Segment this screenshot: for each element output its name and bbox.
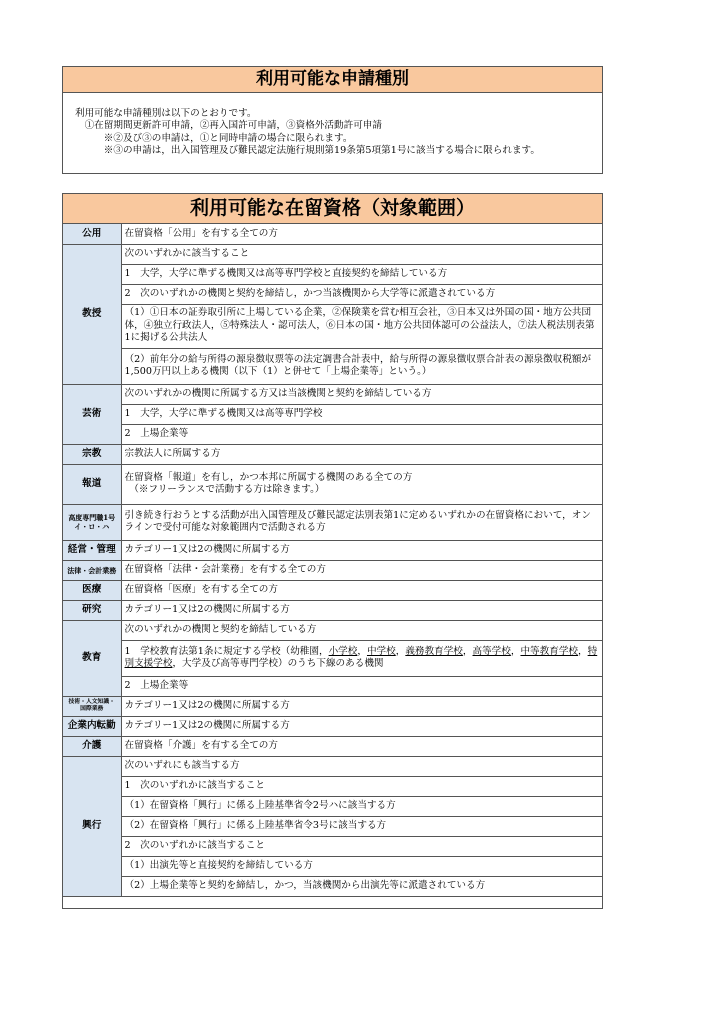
intro-line: 利用可能な申請種別は以下のとおりです。: [75, 108, 257, 119]
table-row: [63, 504, 602, 540]
category-cell: 教授: [63, 244, 121, 384]
category-cell: 公用: [63, 224, 121, 244]
condition-cell: 2 次のいずれかの機関と契約を締結し，かつ当該機関から大学等に派遣されている方: [121, 284, 602, 304]
condition-cell: [121, 640, 602, 676]
condition-cell: 引き続き行おうとする活動が出入国管理及び難民認定法別表第1に定めるいずれかの在留資格において，オンラインで受付可能な対象範囲内で活動される方: [121, 504, 602, 540]
table-row: [63, 836, 602, 856]
table-row: [63, 776, 602, 796]
category-cell: 高度専門職1号 イ・ロ・ハ: [63, 504, 121, 540]
table-row: [63, 404, 602, 424]
table-row: [63, 640, 602, 676]
category-cell: 教育: [63, 620, 121, 696]
condition-cell: 次のいずれかの機関と契約を締結している方: [121, 620, 602, 640]
table-row: [63, 696, 602, 716]
table-row: [63, 384, 602, 404]
underlined-school: 中等教育学校: [520, 645, 579, 657]
table-row: [63, 796, 602, 816]
text-part: ，: [510, 645, 521, 657]
condition-cell: 2 上場企業等: [121, 424, 602, 444]
text-part: ，: [357, 645, 367, 657]
condition-cell: 次のいずれかに該当すること: [121, 244, 602, 264]
category-cell: 経営・管理: [63, 540, 121, 560]
table-row: [63, 756, 602, 776]
condition-cell: カテゴリー1又は2の機関に所属する方: [121, 696, 602, 716]
residence-status-table: [63, 224, 602, 897]
table-row: [63, 600, 602, 620]
table-row: [63, 560, 602, 580]
condition-cell: 在留資格「公用」を有する全ての方: [121, 224, 602, 244]
table-row: [63, 716, 602, 736]
condition-cell: 次のいずれにも該当する方: [121, 756, 602, 776]
category-cell: 法律・会計業務: [63, 560, 121, 580]
table-row: [63, 580, 602, 600]
condition-cell: （1）在留資格「興行」に係る上陸基準省令2号ハに該当する方: [121, 796, 602, 816]
condition-cell: 在留資格「介護」を有する全ての方: [121, 736, 602, 756]
underlined-school: 義務教育学校: [405, 645, 463, 657]
condition-cell: 在留資格「報道」を有し，かつ本邦に所属する機関のある全ての方 （※フリーランスで活動する方は除きます。）: [121, 464, 602, 504]
table-row: [63, 264, 602, 284]
condition-cell: （2）前年分の給与所得の源泉徴収票等の法定調書合計表中，給与所得の源泉徴収票合計表の源泉徴収税額が1,500万円以上ある機関（以下（1）と併せて「上場企業等」という。）: [121, 348, 602, 384]
text-part: 1 学校教育法第1条に規定する学校（幼稚園，: [124, 645, 329, 657]
condition-cell: 2 次のいずれかに該当すること: [121, 836, 602, 856]
category-cell: 興行: [63, 756, 121, 896]
residence-status-title: 利用可能な在留資格（対象範囲）: [63, 194, 602, 224]
category-cell: 宗教: [63, 444, 121, 464]
application-types-box: [62, 66, 603, 174]
category-cell: 研究: [63, 600, 121, 620]
table-row: [63, 736, 602, 756]
category-cell: 企業内転勤: [63, 716, 121, 736]
table-row: [63, 444, 602, 464]
intro-line: ①在留期間更新許可申請，②再入国許可申請，③資格外活動許可申請: [75, 120, 382, 132]
table-row: [63, 856, 602, 876]
condition-cell: 1 次のいずれかに該当すること: [121, 776, 602, 796]
condition-cell: 次のいずれかの機関に所属する方又は当該機関と契約を締結している方: [121, 384, 602, 404]
condition-cell: 2 上場企業等: [121, 676, 602, 696]
condition-cell: （1）出演先等と直接契約を締結している方: [121, 856, 602, 876]
category-cell: 技術・人文知識・ 国際業務: [63, 696, 121, 716]
intro-line: ※③の申請は，出入国管理及び難民認定法施行規則第19条第5項第1号に該当する場合に限られます。: [75, 145, 540, 157]
table-row: [63, 424, 602, 444]
condition-cell: カテゴリー1又は2の機関に所属する方: [121, 716, 602, 736]
category-cell: 医療: [63, 580, 121, 600]
condition-cell: 在留資格「法律・会計業務」を有する全ての方: [121, 560, 602, 580]
underlined-school: 中学校: [366, 645, 396, 657]
table-row: [63, 244, 602, 264]
intro-line: ※②及び③の申請は，①と同時申請の場合に限られます。: [75, 132, 353, 144]
condition-cell: 1 大学，大学に準ずる機関又は高等専門学校: [121, 404, 602, 424]
table-row: [63, 676, 602, 696]
text-part: ，大学及び高等専門学校）のうち下線のある機関: [172, 658, 384, 669]
underlined-school: 小学校: [328, 645, 358, 657]
table-row: [63, 816, 602, 836]
underlined-school: 特別支援学校: [124, 645, 598, 669]
application-types-text: [63, 93, 602, 158]
table-row: [63, 620, 602, 640]
condition-cell: 宗教法人に所属する方: [121, 444, 602, 464]
condition-cell: （2）上場企業等と契約を締結し，かつ，当該機関から出演先等に派遣されている方: [121, 876, 602, 896]
category-cell: 報道: [63, 464, 121, 504]
condition-cell: （1）①日本の証券取引所に上場している企業，②保険業を営む相互会社，③日本又は外国の国・地方公共団体，④独立行政法人，⑤特殊法人・認可法人，⑥日本の国・地方公共団体認可の公益法人，⑦法人税法別表第1に掲げる公共法人: [121, 304, 602, 348]
table-row: [63, 304, 602, 348]
condition-cell: カテゴリー1又は2の機関に所属する方: [121, 540, 602, 560]
application-types-title: 利用可能な申請種別: [63, 67, 602, 93]
underlined-school: 高等学校: [472, 645, 511, 657]
text-part: ，: [462, 645, 473, 657]
table-row: [63, 284, 602, 304]
table-row: [63, 224, 602, 244]
residence-status-box: [62, 193, 603, 909]
table-row: [63, 876, 602, 896]
table-row: [63, 464, 602, 504]
condition-cell: （2）在留資格「興行」に係る上陸基準省令3号に該当する方: [121, 816, 602, 836]
text-part: ，: [395, 645, 406, 657]
condition-cell: 在留資格「医療」を有する全ての方: [121, 580, 602, 600]
table-row: [63, 540, 602, 560]
text-part: ，: [578, 645, 588, 657]
category-cell: 介護: [63, 736, 121, 756]
condition-cell: カテゴリー1又は2の機関に所属する方: [121, 600, 602, 620]
category-cell: 芸術: [63, 384, 121, 444]
condition-cell: 1 大学，大学に準ずる機関又は高等専門学校と直接契約を締結している方: [121, 264, 602, 284]
table-row: [63, 348, 602, 384]
